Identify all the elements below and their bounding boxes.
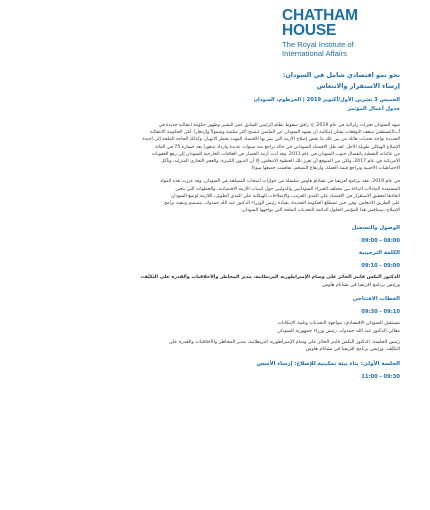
paragraph-line: الاحتياطيات الأجنبية وتراجع قيمة العملة، وارتفاع التضخم، تفاقمت جميعها سوءاً. <box>250 166 400 172</box>
welcome-speaker-role: ورئيس برنامج أفريقيا في تشاتام هاوس <box>322 282 400 288</box>
paragraph-line: الجديدة تواجه تحديات هائلة من بين تلك ما يخص إصلاح الأزمة التي يمر بها الاقتصاد المهدد بخطر الانهيار، وكذلك الحاجة الملحة إلى أجندة <box>142 137 400 143</box>
keynote-chair: رئيس الجلسة: الدكتور أليكس فاينز الحائز على وسام الإمبراطورية البريطانية، مدير المخاطر والأخلاقيات والقدرة على <box>168 340 400 346</box>
keynote-time: 09:10 - 09:30 <box>361 309 400 316</box>
logo-name-line2: HOUSE <box>282 22 337 39</box>
paragraph-line: الأمريكية في عام 2017، ولكن من المتوقع أن تعزز تلك الخطوة الانتعاش، إلا أن الديون الكبيرة، والعجز التجاري المتزايد، وتآكل <box>160 159 400 165</box>
paragraph-line: الإصلاح، سيناقش هذا المؤتمر الحلول الدائمة للتحديات الملحة التي يواجهها السودان. <box>240 208 400 214</box>
welcome-heading: الكلمة الترحيبية <box>358 250 400 257</box>
welcome-speaker: الدكتور أليكس فاينز الحائز على وسام الإمبراطورية البريطانية، مدير المخاطر والأخلاقيات والقدرة على التكيّف، <box>140 275 400 281</box>
session1-time: 09:30 - 11:00 <box>361 373 400 380</box>
agenda-label: جدول أعمال المؤتمر <box>347 106 400 112</box>
paragraph-line: شهد السودان تغيرات زلزالية في عام 2019، إذ رافق سقوط نظام الرئيس السابق عمر البشير وظهور حكومة انتقالية جديدة في <box>158 123 400 128</box>
paragraph-line: آب/أغسطس سقف التوقعات بشأن إمكانية أن يشهد السودان عن الماضي ليصبح أكثر سلمية وشمولاً وازدهاراً. لكن الحكومة الانتقالية <box>150 130 400 136</box>
logo-tagline-line2: International Affairs <box>282 49 347 58</box>
keynote-chair-role: التكيّف، ورئيس برنامج أفريقيا في تشاتام هاوس <box>305 347 400 353</box>
keynote-speaker: معالي الدكتور عبد الله حمدوك، رئيس وزراء جمهورية السودان <box>277 328 400 334</box>
paragraph-line: في عام 2019، عقد برنامج أفريقيا في تشاتام هاوس سلسلة من حوارات أصحاب المصلحة في السودان، وقد عززت هذه المواد <box>160 179 400 185</box>
document-body <box>26 70 400 381</box>
session1-heading: الجلسة الأولى: بناء بيئة تمكينية للإصلاح: إرساء الأسس <box>256 360 400 367</box>
keynote-heading: الخطاب الافتتاحي <box>352 296 400 303</box>
intro-paragraph-2 <box>26 178 400 214</box>
event-date-place: الخميس 3 تشرين الأول/أكتوبر 2019 | الخرطوم، السودان <box>253 97 400 103</box>
arrival-time: 08:00 - 09:00 <box>361 238 400 245</box>
page-title-line2: إرساء الاستقرار والانتعاش <box>316 82 400 90</box>
page-title-line1: نحو نمو اقتصادي شامل في السودان: <box>282 71 400 79</box>
welcome-time: 09:00 - 09:10 <box>361 263 400 270</box>
paragraph-line: الإصلاح الهيكلي طويلة الأجل. لقد ظل الاقتصاد السوداني في حالة تراجع منذ سنوات عديدة وازداد تدهوراً بعد خسارة 75 في المائة <box>154 144 400 150</box>
paragraph-line: من عائداته النفطية بانفصال جنوب السودان في عام 2011. وقد أدت أزمة الحصار في العلاقات الخارجية للسودان إلى رفع العقوبات <box>151 151 400 157</box>
arrival-heading: الوصول والتسجيل <box>351 225 400 232</box>
logo-name-line1: CHATHAM <box>282 7 358 24</box>
paragraph-line: المستمدة التبادلات البناءة بين مختلف الخبراء السودانيين والدوليين حول أسباب الأزمة الاقتصادية، والخطوات التي يتعين <box>175 186 400 192</box>
paragraph-line: على الطريق الانتعاش. وفي حين تضطلع الحكومة الجديدة، بقيادة رئيس الوزراء الدكتور عبد الله حمدوك، بتصميم وتنفيذ برامج <box>164 201 400 207</box>
chatham-house-logo <box>282 8 400 58</box>
paragraph-line: اتخاذها لتحقيق الاستقرار في الاقتصاد على المدى القريب، والإصلاحات الهيكلية على المدى الطويل، اللازمة لوضع السودان <box>170 193 400 199</box>
logo-tagline-line1: The Royal Institute of <box>282 40 354 49</box>
intro-paragraph-1 <box>26 122 400 172</box>
keynote-topic: مستقبل السودان الاقتصادي: مواجهة التحديات وتلبية الإمكانات <box>277 321 400 327</box>
